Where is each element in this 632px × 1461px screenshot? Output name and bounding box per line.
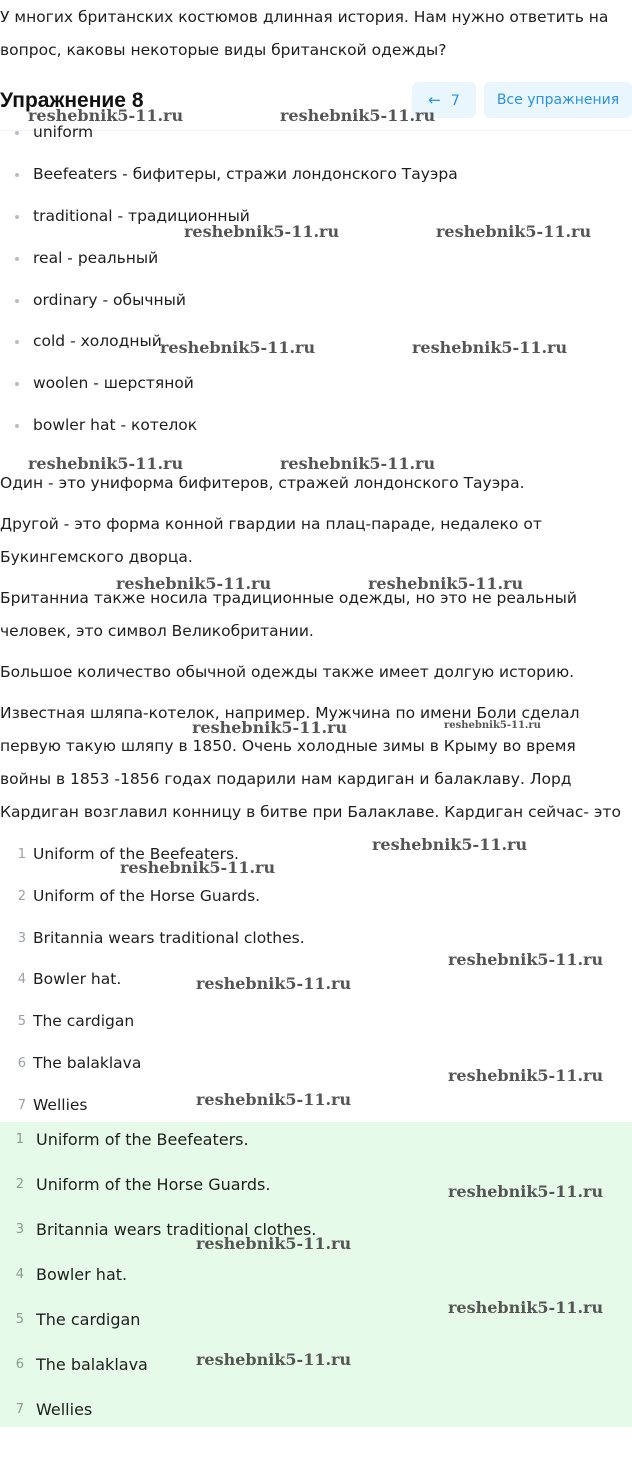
watermark: reshebnik5-11.ru (436, 222, 592, 241)
watermark: reshebnik5-11.ru (444, 720, 541, 731)
item-number: 2 (15, 1177, 24, 1192)
answers-list (0, 834, 632, 1127)
watermark: reshebnik5-11.ru (116, 574, 272, 593)
item-number: 3 (15, 1222, 24, 1237)
item-number: 4 (17, 972, 26, 988)
answers-box (0, 1122, 632, 1427)
paragraph: Большое количество обычной одежды также имеет долгую историю. (0, 663, 575, 681)
list-item: 4 Bowler hat. (0, 959, 632, 1001)
watermark: reshebnik5-11.ru (196, 974, 352, 993)
bullet-icon (15, 131, 19, 135)
watermark: reshebnik5-11.ru (448, 1066, 604, 1085)
answers-box-list (0, 1122, 632, 1437)
item-number: 4 (15, 1267, 24, 1282)
watermark: reshebnik5-11.ru (448, 1298, 604, 1317)
bullet-icon (15, 299, 19, 303)
list-item: 2 Uniform of the Horse Guards. (0, 876, 632, 918)
bullet-icon (15, 257, 19, 261)
translation-text (0, 467, 630, 837)
watermark: reshebnik5-11.ru (196, 1090, 352, 1109)
list-item: 1 Uniform of the Beefeaters. (0, 834, 632, 876)
intro-text: У многих британских костюмов длинная история. Нам нужно ответить на вопрос, каковы некоторые виды британской одежды? (0, 8, 609, 59)
list-item: 6 The balaklava (0, 1043, 632, 1085)
watermark: reshebnik5-11.ru (448, 1182, 604, 1201)
item-number: 2 (17, 888, 26, 904)
paragraph: Известная шляпа-котелок, например. Мужчина по имени Боли сделал первую такую шляпу в 1850. Очень холодные зимы в Крыму во время войны в 1853 -1856 годах подарили нам кардиган и балаклаву. Лорд Кардиган возглавил конницу в битве при Балаклаве. Кардиган сейчас- это (0, 704, 621, 821)
item-number: 6 (17, 1055, 26, 1071)
watermark: reshebnik5-11.ru (196, 1350, 352, 1369)
list-item: bowler hat - котелок (0, 405, 632, 447)
list-item: uniform (0, 112, 632, 154)
list-item: 1 Uniform of the Beefeaters. (0, 1122, 632, 1167)
list-item: cold - холодный (0, 321, 632, 363)
watermark: reshebnik5-11.ru (28, 106, 184, 125)
watermark: reshebnik5-11.ru (412, 338, 568, 357)
vocabulary-list (0, 112, 632, 447)
item-number: 1 (15, 1132, 24, 1147)
watermark: reshebnik5-11.ru (192, 718, 348, 737)
list-item: 6 The balaklava (0, 1347, 632, 1392)
list-item: 5 The cardigan (0, 1302, 632, 1347)
watermark: reshebnik5-11.ru (184, 222, 340, 241)
bullet-icon (15, 215, 19, 219)
watermark: reshebnik5-11.ru (28, 454, 184, 473)
list-item: 4 Bowler hat. (0, 1257, 632, 1302)
page-title: Упражнение 8 (0, 89, 144, 112)
list-item: Beefeaters - бифитеры, стражи лондонского Тауэра (0, 154, 632, 196)
list-item: 3 Britannia wears traditional clothes. (0, 918, 632, 960)
item-number: 7 (17, 1097, 26, 1113)
watermark: reshebnik5-11.ru (160, 338, 316, 357)
watermark: reshebnik5-11.ru (448, 950, 604, 969)
bullet-icon (15, 340, 19, 344)
bullet-icon (15, 173, 19, 177)
item-number: 5 (17, 1014, 26, 1030)
list-item: woolen - шерстяной (0, 363, 632, 405)
list-item: 3 Britannia wears traditional clothes. (0, 1212, 632, 1257)
watermark: reshebnik5-11.ru (368, 574, 524, 593)
prev-exercise-label: 7 (450, 93, 460, 109)
item-number: 7 (15, 1402, 24, 1417)
paragraph: Один - это униформа бифитеров, стражей лондонского Тауэра. (0, 474, 525, 492)
watermark: reshebnik5-11.ru (120, 858, 276, 877)
watermark: reshebnik5-11.ru (280, 454, 436, 473)
bullet-icon (15, 424, 19, 428)
watermark: reshebnik5-11.ru (196, 1234, 352, 1253)
item-number: 1 (17, 847, 26, 862)
watermark: reshebnik5-11.ru (280, 106, 436, 125)
list-item: 5 The cardigan (0, 1001, 632, 1043)
item-number: 6 (15, 1357, 24, 1372)
list-item: 2 Uniform of the Horse Guards. (0, 1167, 632, 1212)
paragraph: Британниа также носила традиционные одежды, но это не реальный человек, это символ Великобритании. (0, 589, 577, 640)
bullet-icon (15, 382, 19, 386)
item-number: 3 (17, 930, 26, 946)
paragraph: Другой - это форма конной гвардии на плац-параде, недалеко от Букингемского дворца. (0, 515, 542, 566)
arrow-left-icon: ← (428, 91, 441, 109)
all-exercises-button[interactable]: Все упражнения (484, 82, 632, 118)
list-item: 7 Wellies (0, 1392, 632, 1437)
list-item: 7 Wellies (0, 1085, 632, 1127)
list-item: ordinary - обычный (0, 280, 632, 322)
watermark: reshebnik5-11.ru (372, 835, 528, 854)
list-item: real - реальный (0, 238, 632, 280)
item-number: 5 (15, 1312, 24, 1327)
list-item: traditional - традиционный (0, 196, 632, 238)
